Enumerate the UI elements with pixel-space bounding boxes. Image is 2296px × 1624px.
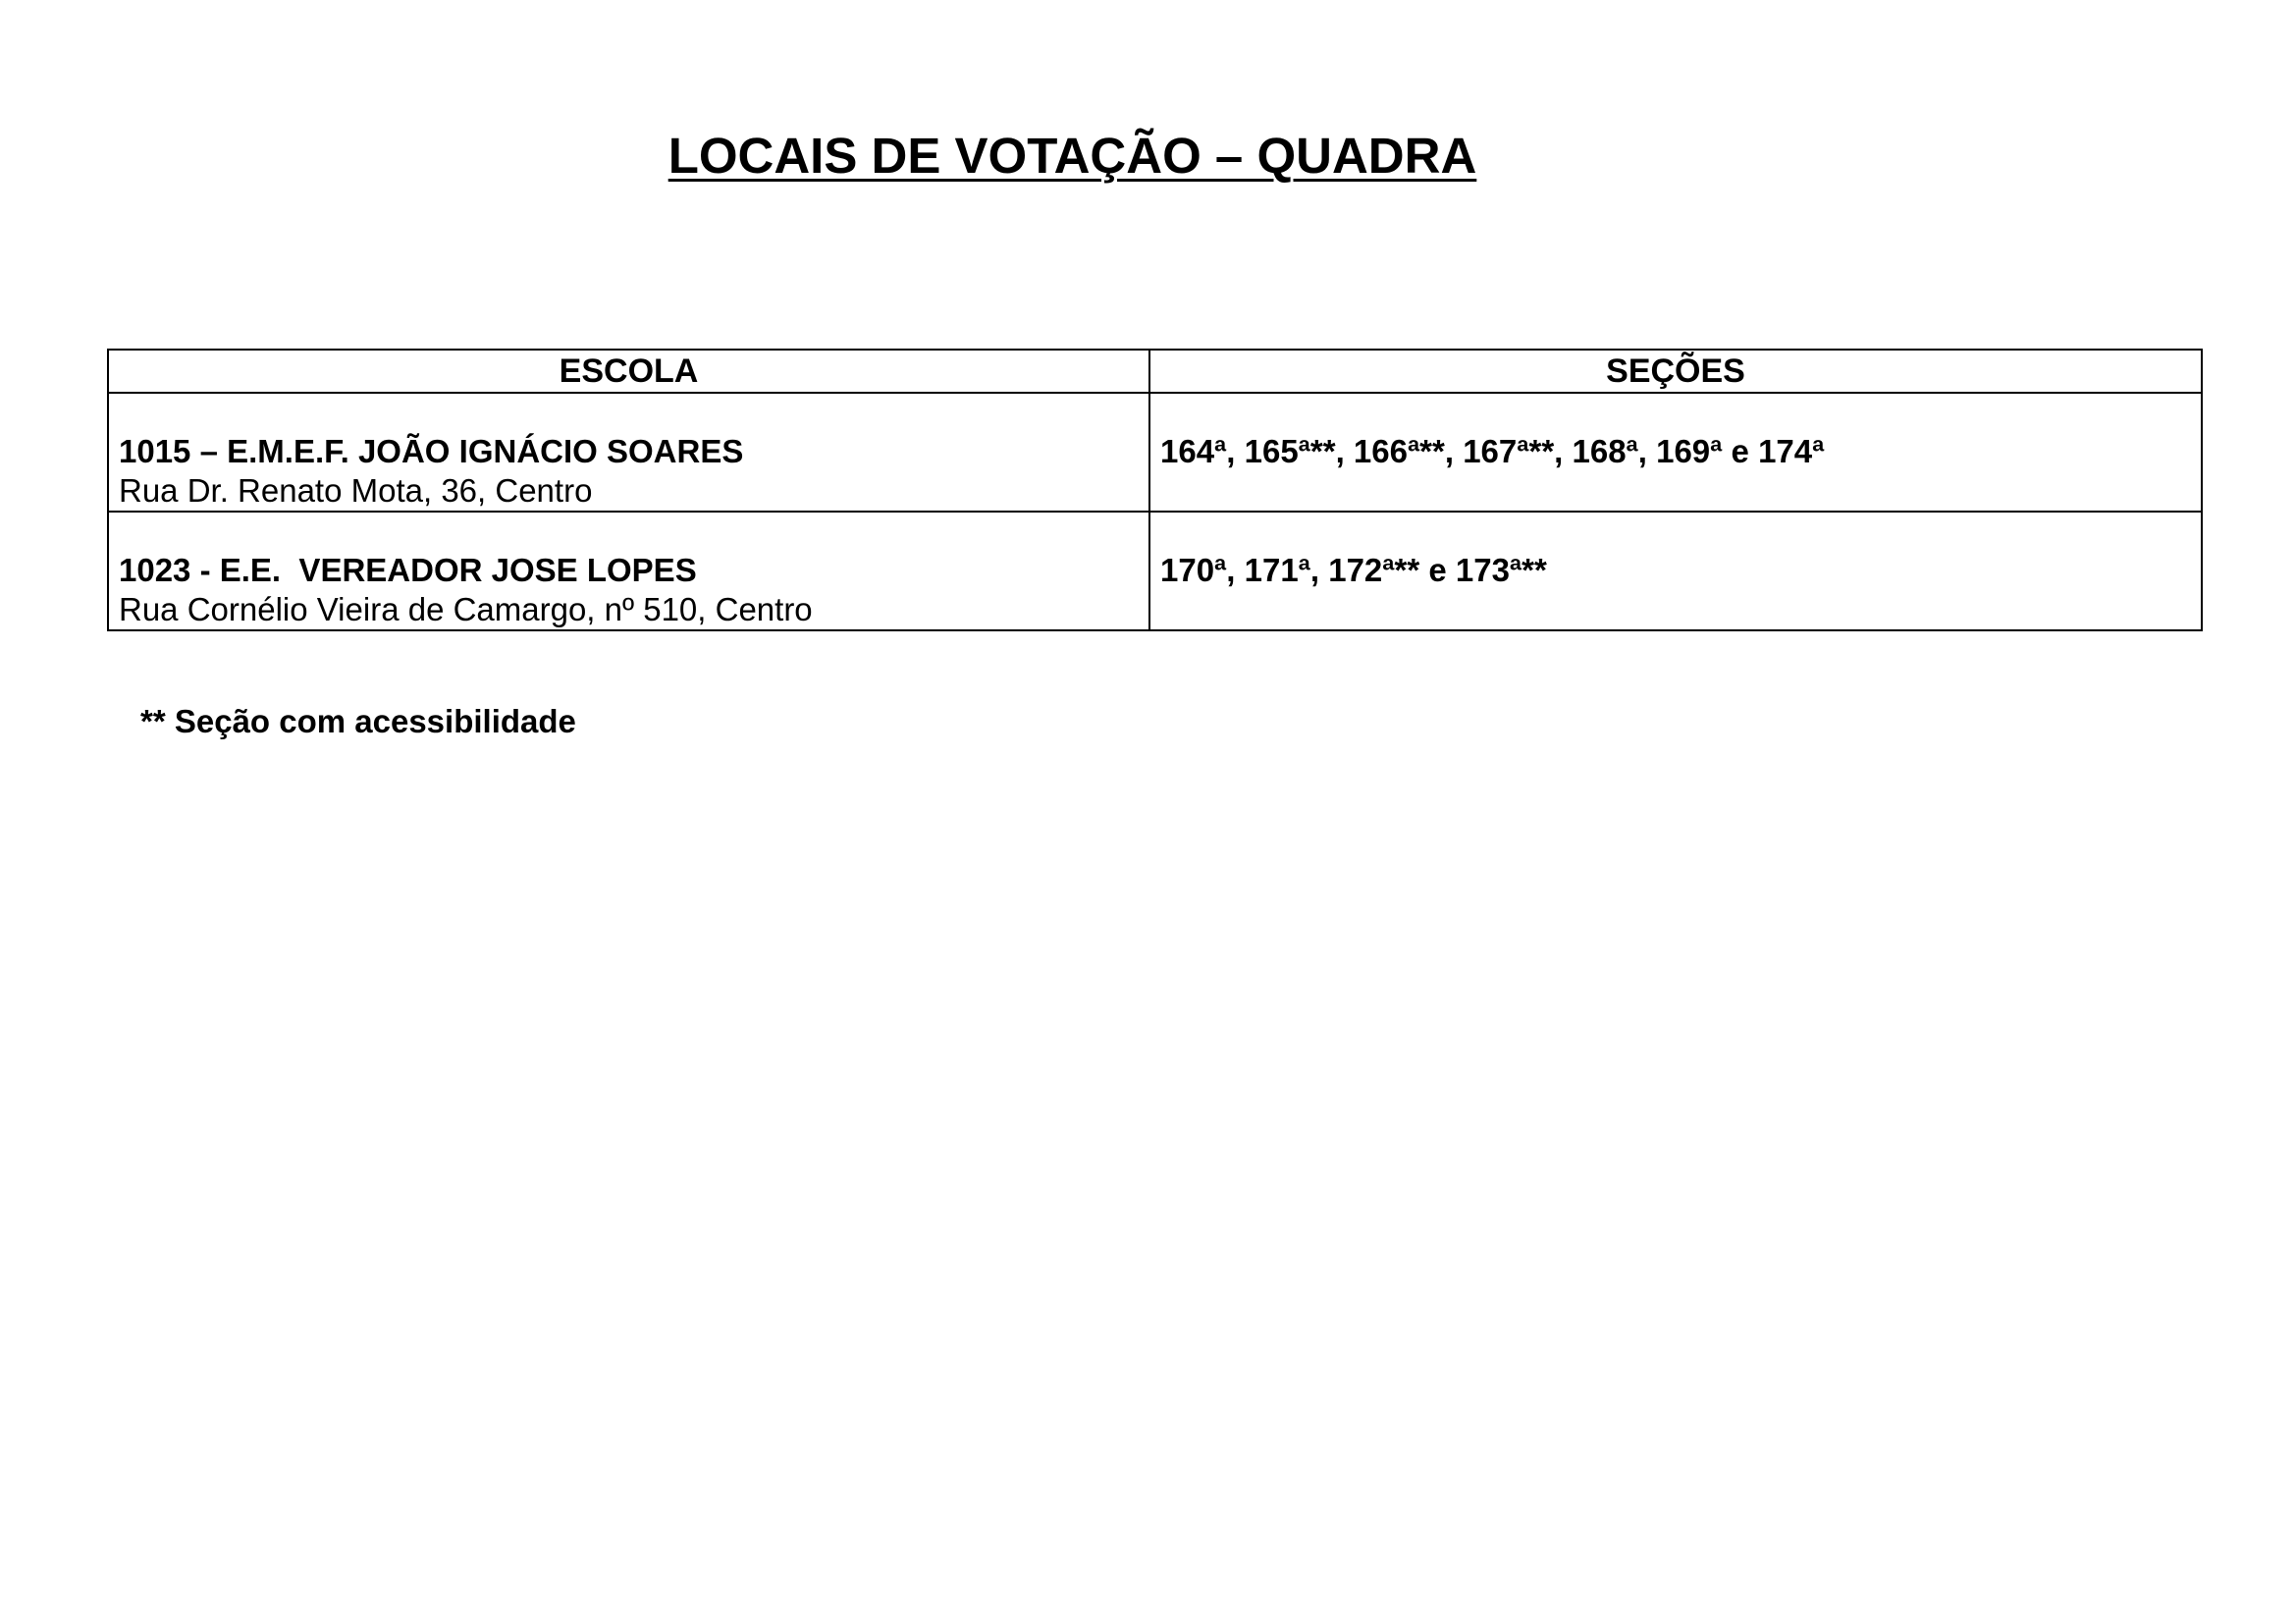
accessibility-footnote: ** Seção com acessibilidade xyxy=(140,703,576,739)
school-cell xyxy=(108,512,1149,630)
table-row xyxy=(108,512,2202,630)
school-name: 1015 – E.M.E.F. JOÃO IGNÁCIO SOARES xyxy=(119,433,744,469)
sections-list: 170ª, 171ª, 172ª** e 173ª** xyxy=(1160,552,1547,588)
column-header-escola: ESCOLA xyxy=(108,350,1149,393)
school-name: 1023 - E.E. VEREADOR JOSE LOPES xyxy=(119,552,697,588)
table-row xyxy=(108,393,2202,512)
page-title: LOCAIS DE VOTAÇÃO – QUADRA xyxy=(667,128,1477,184)
sections-list: 164ª, 165ª**, 166ª**, 167ª**, 168ª, 169ª e 174ª xyxy=(1160,433,1825,469)
polling-locations-table xyxy=(107,349,2203,631)
school-address: Rua Cornélio Vieira de Camargo, nº 510, Centro xyxy=(119,591,813,627)
sections-cell xyxy=(1149,393,2202,512)
sections-cell xyxy=(1149,512,2202,630)
school-address: Rua Dr. Renato Mota, 36, Centro xyxy=(119,472,593,509)
school-cell xyxy=(108,393,1149,512)
table-header-row xyxy=(108,350,2202,393)
column-header-secoes: SEÇÕES xyxy=(1149,350,2202,393)
